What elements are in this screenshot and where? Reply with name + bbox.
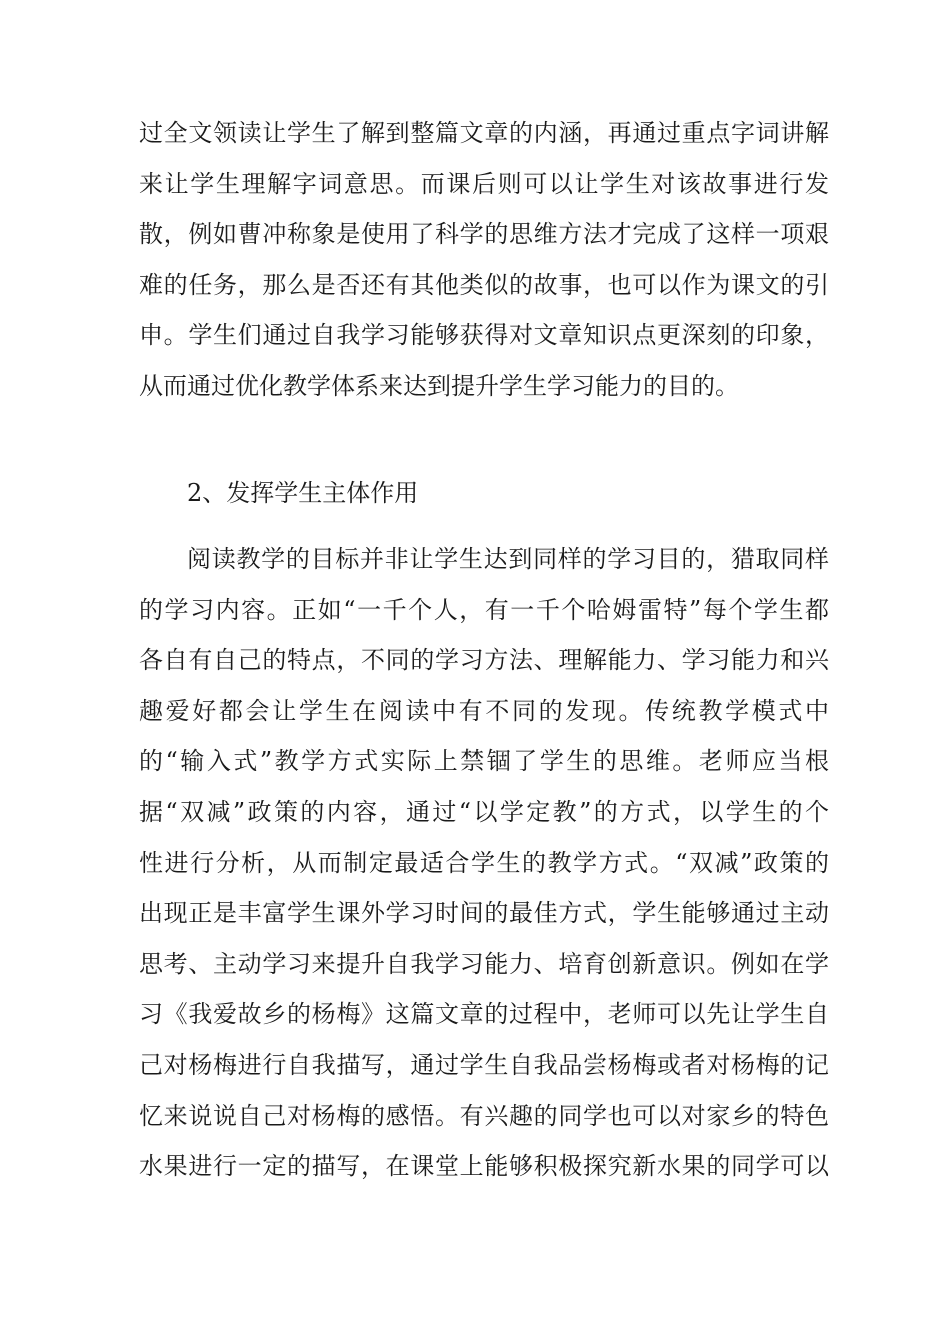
paragraph-line: 性进行分析，从而制定最适合学生的教学方式。“双减”政策的: [139, 848, 829, 877]
paragraph-line: 习《我爱故乡的杨梅》这篇文章的过程中，老师可以先让学生自: [139, 1000, 829, 1029]
paragraph-line: 过全文领读让学生了解到整篇文章的内涵，再通过重点字词讲解: [139, 119, 829, 147]
paragraph-line: 趣爱好都会让学生在阅读中有不同的发现。传统教学模式中: [139, 696, 829, 725]
paragraph-line: 出现正是丰富学生课外学习时间的最佳方式，学生能够通过主动: [139, 899, 829, 928]
paragraph-line: 据“双减”政策的内容，通过“以学定教”的方式，以学生的个: [139, 797, 829, 826]
paragraph-line: 忆来说说自己对杨梅的感悟。有兴趣的同学也可以对家乡的特色: [139, 1101, 829, 1130]
paragraph-line: 思考、主动学习来提升自我学习能力、培育创新意识。例如在学: [139, 949, 829, 978]
section-heading: 2、发挥学生主体作用: [187, 479, 419, 507]
paragraph-line: 各自有自己的特点，不同的学习方法、理解能力、学习能力和兴: [139, 646, 829, 675]
paragraph-line: 难的任务，那么是否还有其他类似的故事，也可以作为课文的引: [139, 270, 829, 299]
paragraph-2: [139, 534, 829, 1192]
paragraph-line: 的“输入式”教学方式实际上禁锢了学生的思维。老师应当根: [139, 747, 829, 776]
paragraph-line: 的学习内容。正如“一千个人，有一千个哈姆雷特”每个学生都: [139, 595, 829, 624]
paragraph-line: 阅读教学的目标并非让学生达到同样的学习目的，猎取同样: [187, 545, 829, 573]
paragraph-line: 己对杨梅进行自我描写，通过学生自我品尝杨梅或者对杨梅的记: [139, 1050, 829, 1079]
paragraph-line: 水果进行一定的描写，在课堂上能够积极探究新水果的同学可以: [139, 1152, 829, 1181]
paragraph-line: 来让学生理解字词意思。而课后则可以让学生对该故事进行发: [139, 169, 829, 198]
paragraph-line: 从而通过优化教学体系来达到提升学生学习能力的目的。: [139, 371, 739, 400]
paragraph-line: 散，例如曹冲称象是使用了科学的思维方法才完成了这样一项艰: [139, 220, 829, 249]
paragraph-1: [139, 108, 829, 412]
paragraph-line: 申。学生们通过自我学习能够获得对文章知识点更深刻的印象，: [139, 321, 829, 350]
